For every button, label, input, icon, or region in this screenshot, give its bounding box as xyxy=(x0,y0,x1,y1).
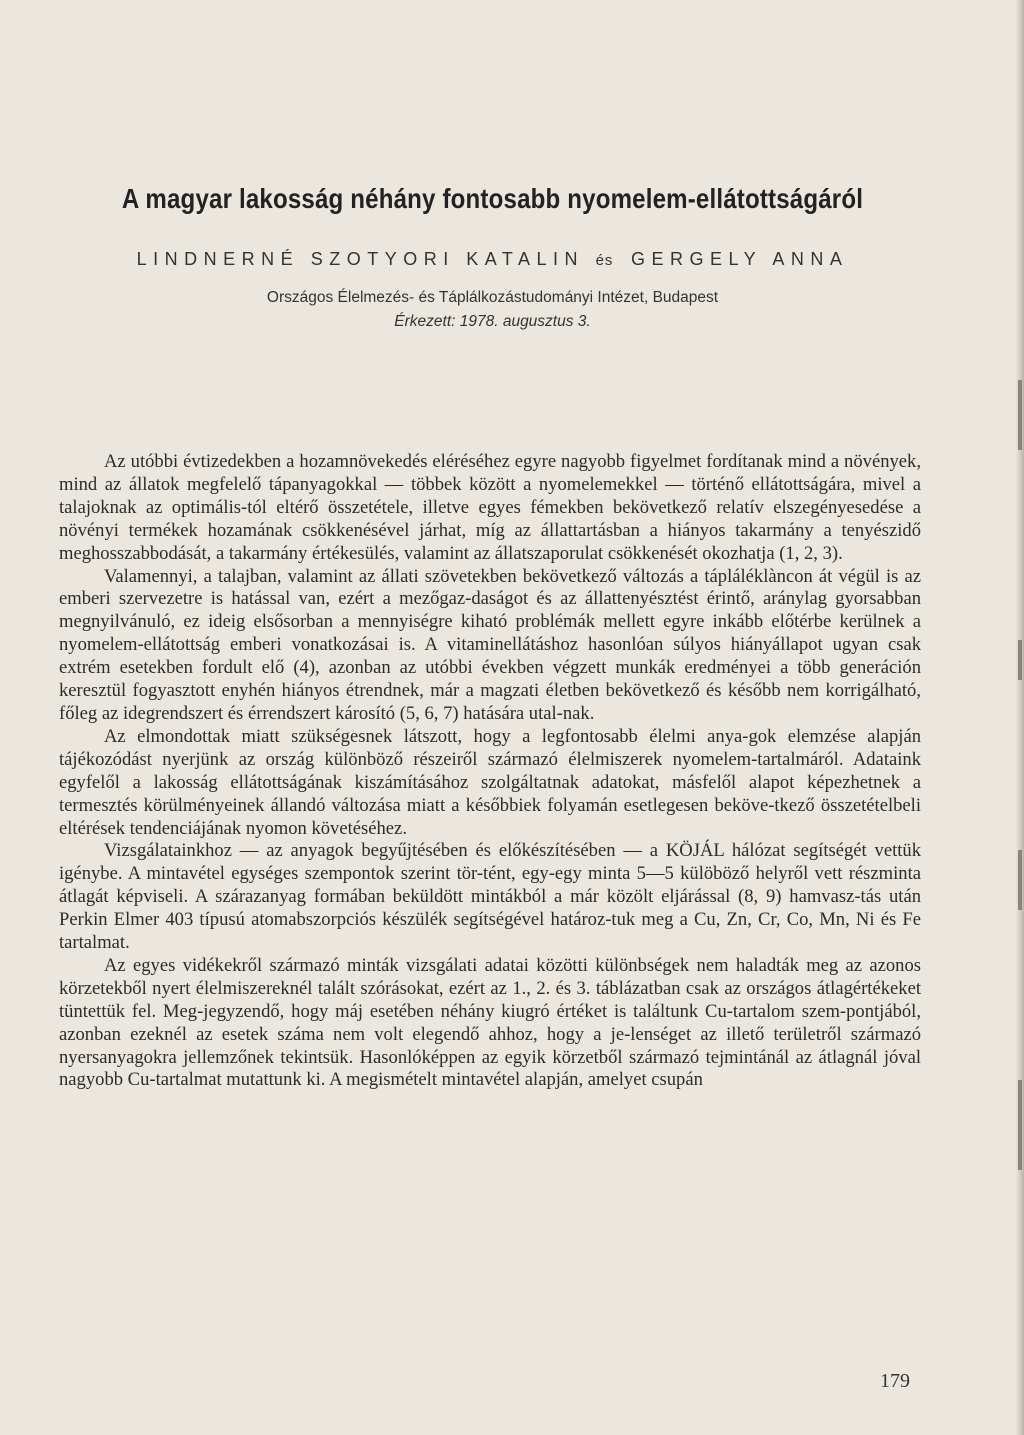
institution: Országos Élelmezés- és Táplálkozástudományi Intézet, Budapest xyxy=(266,289,719,306)
page-edge xyxy=(1016,0,1024,1435)
page-number: 179 xyxy=(880,1370,910,1392)
paragraph: Valamennyi, a talajban, valamint az állati szövetekben bekövetkező változás a tápláléklàncon át végül is az emberi szervezetre is hatással van, ezért a mezőgaz-daságot és az állattenyésztést érintő, aránylag gyorsabban megnyilvánuló, ez ideig elsősorban a mennyiségre kiható problémák mellett egyre inkább előtérbe kerülnek a nyomelem-ellátottság emberi vonatkozásai is. A vitaminellátáshoz hasonlóan súlyos hiányállapot ugyan csak extrém esetekben fordult elő (4), azonban az utóbbi években végzett munkák eredményei a több generáción keresztül fogyasztott enyhén hiányos étrendnek, már a magzati életben bekövetkező és később nem korrigálható, főleg az idegrendszert és érrendszert károsító (5, 6, 7) hatására utal-nak. xyxy=(59,565,921,724)
paragraph: Az utóbbi évtizedekben a hozamnövekedés eléréséhez egyre nagyobb figyelmet fordítanak mind a növények, mind az állatok megfelelő tápanyagokkal — többek között a nyomelemekkel — történő ellátottságára, mivel a talajoknak az optimális-tól eltérő összetétele, illetve egyes fémekben bekövetkező relatív elszegényesedése a növényi termékek hozamának csökkenésével járhat, míg az állattartásban a hiányos takarmány a tenyészidő meghosszabbodását, a takarmány értékesülés, valamint az állatszaporulat csökkenését okozhatja (1, 2, 3). xyxy=(59,451,921,564)
received-date: Érkezett: 1978. augusztus 3. xyxy=(394,313,591,330)
article-body xyxy=(59,451,921,1092)
paragraph: Vizsgálatainkhoz — az anyagok begyűjtésében és előkészítésében — a KÖJÁL hálózat segítségét vettük igénybe. A mintavétel egységes szempontok szerint tör-tént, egy-egy minta 5—5 külöböző helyről vett részminta átlagát képviseli. A szárazanyag formában beküldött mintákból a már közölt eljárással (8, 9) hamvasz-tás után Perkin Elmer 403 típusú atomabszorpciós készülék segítségével határoz-tuk meg a Cu, Zn, Cr, Co, Mn, Ni és Fe tartalmat. xyxy=(59,840,921,954)
edge-mark xyxy=(1018,850,1022,910)
paragraph: Az egyes vidékekről származó minták vizsgálati adatai közötti különbségek nem haladták meg az azonos körzetekből nyert élelmiszereknél talált szórásokat, ezért az 1., 2. és 3. táblázatban csak az országos átlagértékeket tüntettük fel. Meg-jegyzendő, hogy máj esetében néhány kiugró értéket is találtunk Cu-tartalom szem-pontjából, azonban ezeknél az esetek száma nem volt elegendő ahhoz, hogy a je-lenséget az illető területről származó nyersanyagokra jellemzőnek tekintsük. Hasonlóképpen az egyik körzetből származó tejmintánál az átlagnál jóval nagyobb Cu-tartalmat mutattunk ki. A megismételt mintavétel alapján, amelyet csupán xyxy=(59,954,921,1091)
author-line xyxy=(0,249,985,270)
edge-mark xyxy=(1018,1080,1022,1170)
edge-mark xyxy=(1018,380,1022,450)
author-2: GERGELY ANNA xyxy=(630,249,849,269)
article-title: A magyar lakosság néhány fontosabb nyomelem-ellátottságáról xyxy=(121,183,864,214)
edge-mark xyxy=(1018,640,1022,680)
paragraph: Az elmondottak miatt szükségesnek látszott, hogy a legfontosabb élelmi anya-gok elemzése alapján tájékozódást nyerjünk az ország különböző részeiről származó élelmiszerek nyomelem-tartalmáról. Adataink egyfelől a lakosság ellátottságának kiszámításához szolgáltatnak adatokat, másfelől alapot képezhetnek a termesztés körülményeinek állandó változása miatt a későbbiek folyamán esetlegesen beköve-tkező összetételbeli eltérések tendenciájának nyomon követéséhez. xyxy=(59,725,921,839)
author-conjunction: és xyxy=(595,252,614,269)
author-1: LINDNERNÉ SZOTYORI KATALIN xyxy=(136,249,585,269)
